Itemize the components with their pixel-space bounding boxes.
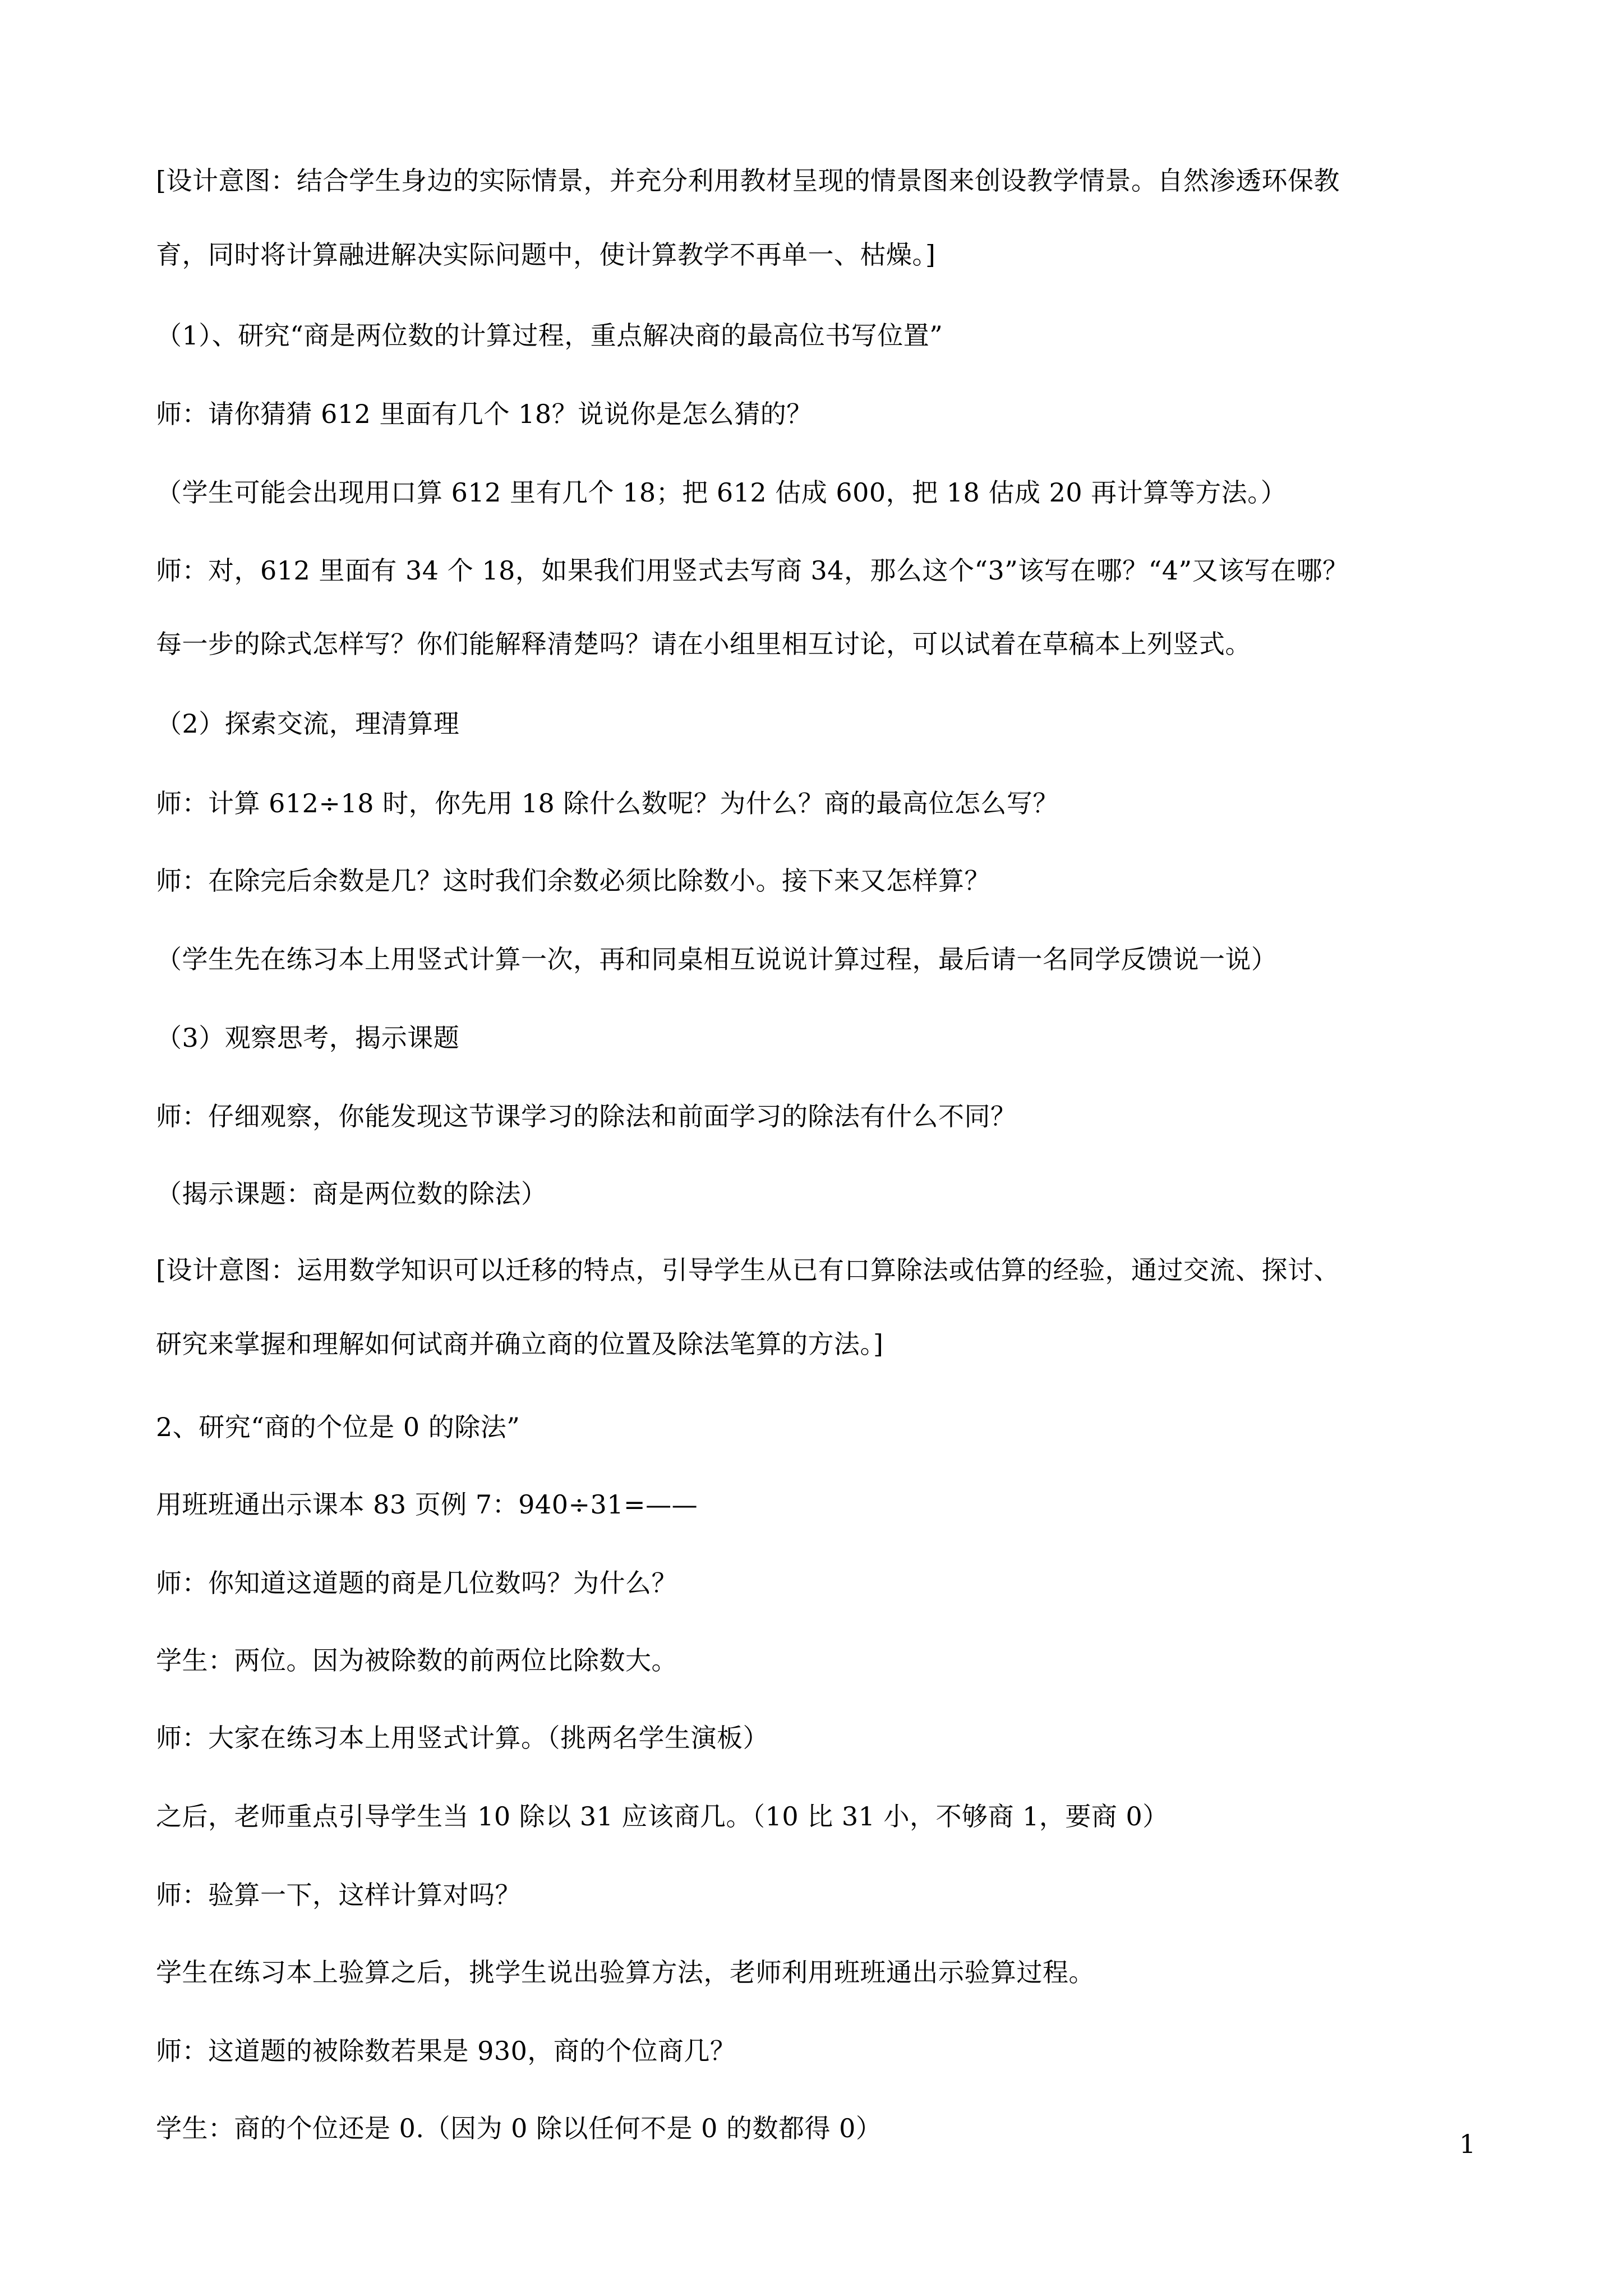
text-line: 学生在练习本上验算之后，挑学生说出验算方法，老师利用班班通出示验算过程。: [156, 1957, 1095, 1987]
text-line: （学生先在练习本上用竖式计算一次，再和同桌相互说说计算过程，最后请一名同学反馈说一说）: [156, 944, 1278, 974]
text-line: 师：在除完后余数是几？这时我们余数必须比除数小。接下来又怎样算？: [156, 866, 990, 896]
page-number: 1: [1459, 2129, 1476, 2159]
text-line: 师：大家在练习本上用竖式计算。（挑两名学生演板）: [156, 1723, 769, 1753]
text-line: 育，同时将计算融进解决实际问题中，使计算教学不再单一、枯燥。]: [156, 240, 936, 270]
text-line: （揭示课题：商是两位数的除法）: [156, 1179, 547, 1209]
text-line: （3）观察思考，揭示课题: [156, 1023, 460, 1053]
text-line: 师：请你猜猜 612 里面有几个 18？说说你是怎么猜的？: [156, 399, 813, 429]
text-line: 用班班通出示课本 83 页例 7：940÷31=——: [156, 1489, 698, 1520]
text-line: （学生可能会出现用口算 612 里有几个 18；把 612 估成 600，把 18 估成 20 再计算等方法。）: [156, 477, 1287, 508]
text-line: 师：仔细观察，你能发现这节课学习的除法和前面学习的除法有什么不同？: [156, 1101, 1017, 1131]
text-line: 之后，老师重点引导学生当 10 除以 31 应该商几。（10 比 31 小，不够商 1，要商 0）: [156, 1801, 1169, 1832]
text-line: （1）、研究“商是两位数的计算过程，重点解决商的最高位书写位置”: [156, 320, 943, 351]
text-line: 师：对，612 里面有 34 个 18，如果我们用竖式去写商 34，那么这个“3”该写在哪？“4”又该写在哪？: [156, 555, 1349, 586]
text-line: （2）探索交流，理清算理: [156, 708, 460, 739]
text-line: 师：计算 612÷18 时，你先用 18 除什么数呢？为什么？商的最高位怎么写？: [156, 788, 1059, 818]
text-line: 师：这道题的被除数若果是 930，商的个位商几？: [156, 2036, 736, 2066]
text-line: [设计意图：运用数学知识可以迁移的特点，引导学生从已有口算除法或估算的经验，通过交流、探讨、: [156, 1255, 1340, 1285]
text-line: 师：你知道这道题的商是几位数吗？为什么？: [156, 1568, 677, 1598]
text-line: [设计意图：结合学生身边的实际情景，并充分利用教材呈现的情景图来创设教学情景。自然渗透环保教: [156, 165, 1340, 196]
text-line: 每一步的除式怎样写？你们能解释清楚吗？请在小组里相互讨论，可以试着在草稿本上列竖式。: [156, 629, 1251, 659]
text-line: 学生：商的个位还是 0.（因为 0 除以任何不是 0 的数都得 0）: [156, 2113, 882, 2143]
text-line: 师：验算一下，这样计算对吗？: [156, 1880, 521, 1910]
text-line: 研究来掌握和理解如何试商并确立商的位置及除法笔算的方法。]: [156, 1329, 884, 1359]
text-line: 2、研究“商的个位是 0 的除法”: [156, 1412, 520, 1442]
text-line: 学生：两位。因为被除数的前两位比除数大。: [156, 1645, 677, 1676]
